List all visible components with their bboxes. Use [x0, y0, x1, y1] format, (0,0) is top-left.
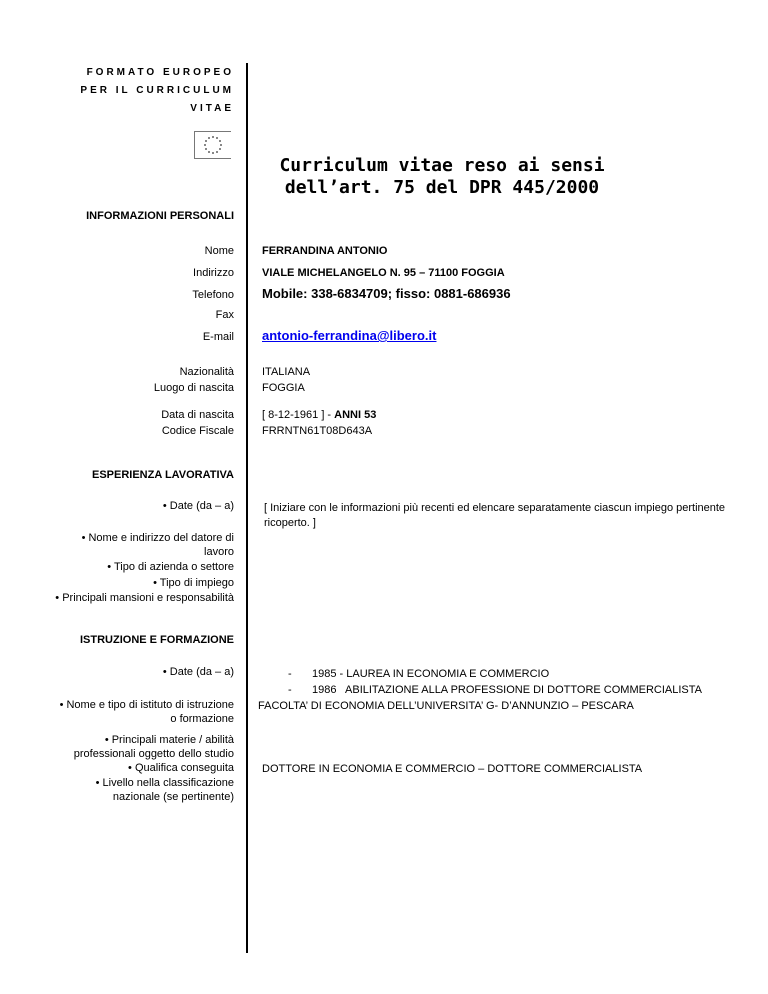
header-line-3: VITAE: [190, 103, 234, 114]
edu-qualifica: DOTTORE IN ECONOMIA E COMMERCIO – DOTTORE COMMERCIALISTA: [262, 763, 643, 775]
label-nazionalita: Nazionalità: [179, 366, 234, 378]
label-edu-date: • Date (da – a): [162, 666, 234, 678]
value-codice-fiscale: FRRNTN61T08D643A: [262, 425, 373, 437]
label-exp-nome-2: lavoro: [204, 546, 234, 558]
label-edu-livello-2: nazionale (se pertinente): [112, 791, 234, 803]
eu-flag-icon: [194, 131, 231, 159]
label-nome: Nome: [204, 245, 234, 257]
page-title: [262, 155, 622, 199]
edu-item-1-dash: -: [288, 668, 292, 680]
value-anni: ANNI 53: [334, 409, 377, 421]
title-line-2: dell’art. 75 del DPR 445/2000: [284, 177, 600, 198]
label-telefono: Telefono: [192, 289, 234, 301]
edu-item-2-dash: -: [288, 684, 292, 696]
edu-item-2: 1986 ABILITAZIONE ALLA PROFESSIONE DI DOTTORE COMMERCIALISTA: [312, 684, 702, 696]
header-line-2: PER IL CURRICULUM: [80, 85, 234, 96]
label-exp-tipo-impiego: • Tipo di impiego: [153, 577, 234, 589]
label-fax: Fax: [215, 309, 234, 321]
header-line-1: FORMATO EUROPEO: [86, 67, 234, 78]
exp-note-line-2: ricoperto. ]: [264, 517, 316, 529]
value-nazionalita: ITALIANA: [262, 366, 311, 378]
label-data-nascita: Data di nascita: [161, 409, 234, 421]
label-edu-istituto-2: o formazione: [170, 713, 234, 725]
label-email: E-mail: [202, 331, 234, 343]
value-indirizzo: VIALE MICHELANGELO N. 95 – 71100 FOGGIA: [262, 267, 505, 279]
label-edu-materie-1: • Principali materie / abilità: [104, 734, 234, 746]
label-exp-mansioni: • Principali mansioni e responsabilità: [55, 592, 234, 604]
value-data-nascita: [262, 408, 376, 422]
value-luogo-nascita: FOGGIA: [262, 382, 305, 394]
label-edu-materie-2: professionali oggetto dello studio: [73, 748, 234, 760]
edu-istituto: FACOLTA’ DI ECONOMIA DELL’UNIVERSITA’ G- D’ANNUNZIO – PESCARA: [258, 700, 634, 712]
label-codice-fiscale: Codice Fiscale: [161, 425, 234, 437]
section-experience: ESPERIENZA LAVORATIVA: [92, 469, 234, 481]
edu-item-1: 1985 - LAUREA IN ECONOMIA E COMMERCIO: [312, 668, 550, 680]
value-data-prefix: [ 8-12-1961 ] -: [262, 409, 335, 421]
label-luogo-nascita: Luogo di nascita: [153, 382, 234, 394]
label-exp-date: • Date (da – a): [162, 500, 234, 512]
value-email[interactable]: [262, 329, 436, 344]
label-edu-livello-1: • Livello nella classificazione: [95, 777, 234, 789]
label-exp-tipo-azienda: • Tipo di azienda o settore: [107, 561, 234, 573]
label-edu-istituto-1: • Nome e tipo di istituto di istruzione: [59, 699, 234, 711]
label-indirizzo: Indirizzo: [193, 267, 234, 279]
title-line-1: Curriculum vitae reso ai sensi: [279, 155, 605, 176]
section-personal: INFORMAZIONI PERSONALI: [86, 210, 234, 222]
email-link[interactable]: antonio-ferrandina@libero.it: [262, 328, 437, 343]
vertical-divider: [246, 63, 248, 953]
label-edu-qualifica: • Qualifica conseguita: [128, 762, 234, 774]
section-education: ISTRUZIONE E FORMAZIONE: [80, 634, 234, 646]
label-exp-nome-1: • Nome e indirizzo del datore di: [81, 532, 234, 544]
value-nome: FERRANDINA ANTONIO: [262, 245, 388, 257]
value-telefono: Mobile: 338-6834709; fisso: 0881-686936: [262, 286, 511, 301]
exp-note-line-1: [ Iniziare con le informazioni più recenti ed elencare separatamente ciascun impiego pertinente: [264, 502, 726, 514]
